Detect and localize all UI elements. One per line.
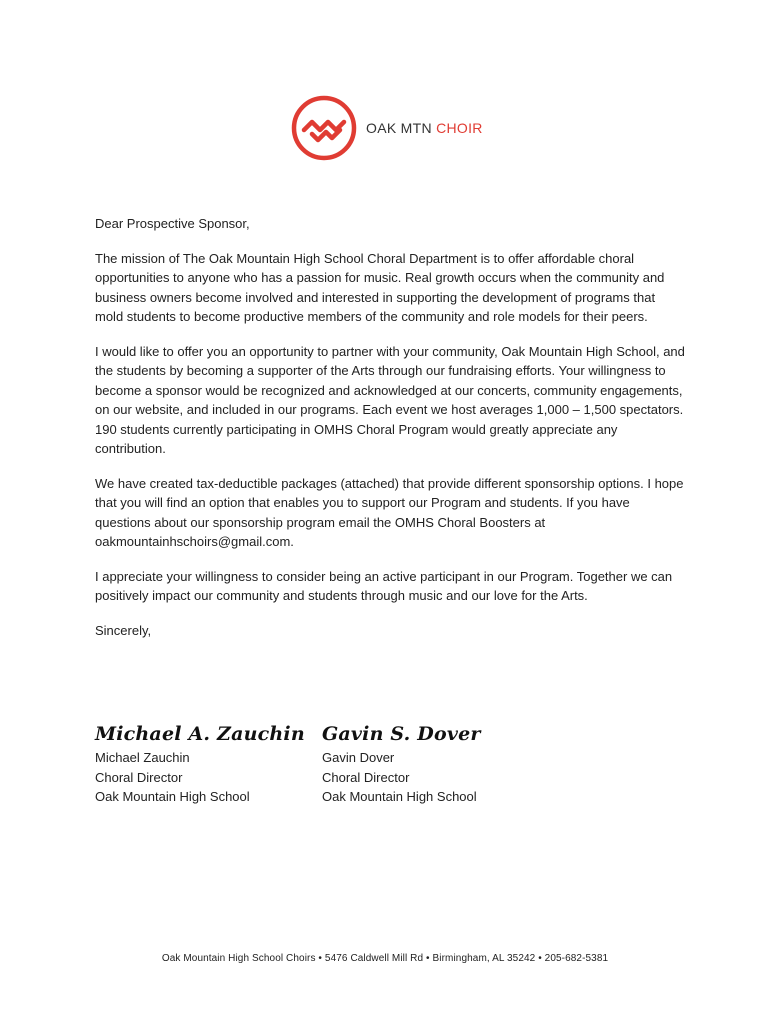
paragraph-appreciation: I appreciate your willingness to consider being an active participant in our Program. Together we can positively impact our community and students through music and our love for the Arts. — [95, 568, 673, 603]
signature-block-dover — [322, 720, 542, 807]
signature-script: Michael A. Zauchin — [95, 723, 305, 745]
signer-name: Gavin Dover — [322, 750, 395, 765]
signature-block-zauchin — [95, 720, 315, 807]
org-name-main: OAK MTN — [366, 120, 437, 136]
org-name-accent: CHOIR — [436, 120, 483, 136]
header-logo — [290, 94, 483, 162]
signature-script: Gavin S. Dover — [322, 723, 481, 745]
footer-address: Oak Mountain High School Choirs • 5476 Caldwell Mill Rd • Birmingham, AL 35242 • 205-682-5381 — [161, 953, 609, 964]
signer-name: Michael Zauchin — [95, 750, 190, 765]
paragraph-packages: We have created tax-deductible packages (attached) that provide different sponsorship options. I hope that you will find an option that enables you to support our Program and students. If you have questions about our sponsorship program email the OMHS Choral Boosters at oakmountainhschoirs@gmail.com. — [95, 475, 684, 549]
closing: Sincerely, — [95, 622, 152, 638]
paragraph-partner: I would like to offer you an opportunity to partner with your community, Oak Mountain High School, and the students by becoming a supporter of the Arts through our fundraising efforts. Your willingness to become a sponsor would be recognized and acknowledged at our concerts, community engagements, on our website, and included in our programs. Each event we host averages 1,000 – 1,500 spectators. 190 students currently participating in OMHS Choral Program would greatly appreciate any contribution. — [95, 343, 685, 456]
signer-title: Choral Director — [322, 769, 410, 785]
org-name — [366, 120, 483, 136]
signer-title: Choral Director — [95, 769, 183, 785]
letter-body — [95, 214, 685, 655]
signer-school: Oak Mountain High School — [322, 789, 477, 804]
choir-logo-icon — [290, 94, 358, 162]
salutation: Dear Prospective Sponsor, — [95, 216, 250, 231]
signer-school: Oak Mountain High School — [95, 789, 250, 804]
paragraph-mission: The mission of The Oak Mountain High School Choral Department is to offer affordable choral opportunities to anyone who has a passion for music. Real growth occurs when the community and business owners become involved and interested in supporting the development of programs that mold students to become productive members of the community and role models for their peers. — [95, 250, 665, 324]
